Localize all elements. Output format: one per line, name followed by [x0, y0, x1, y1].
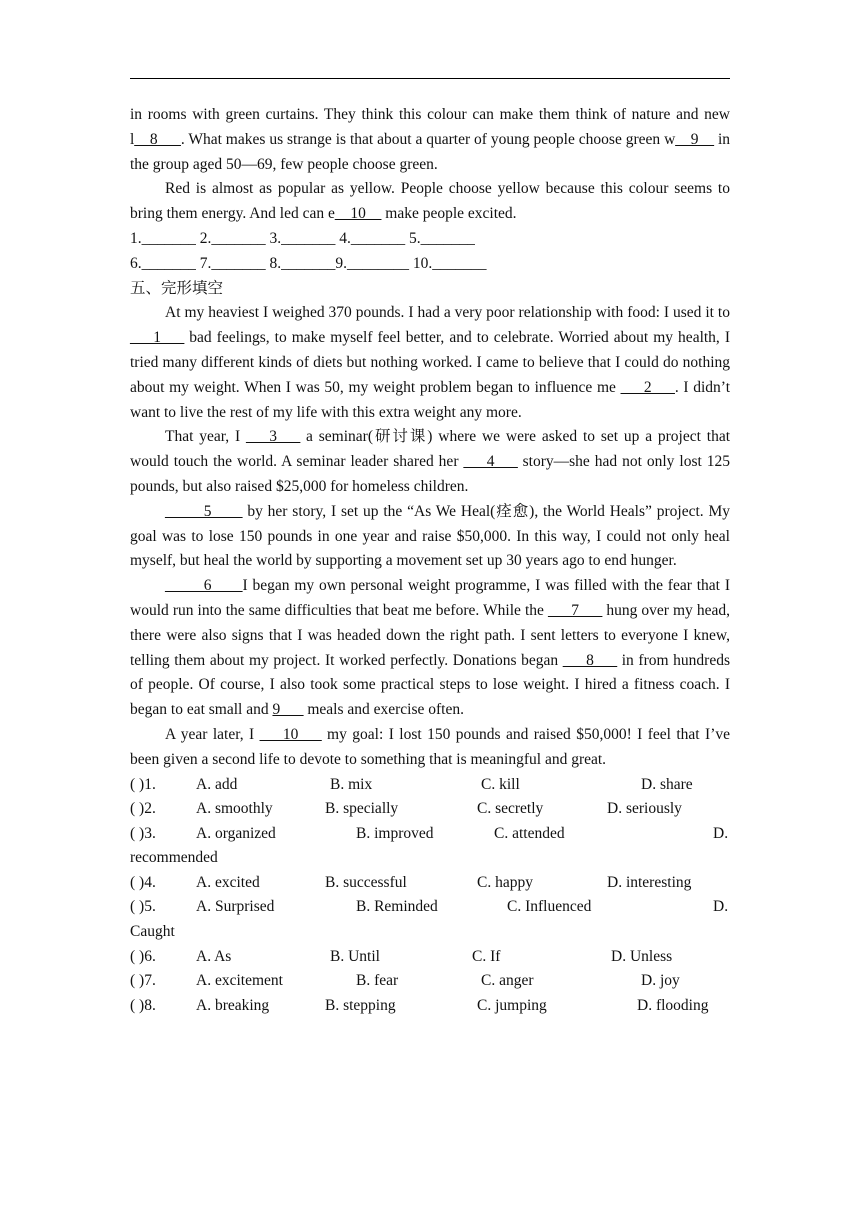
option-d: D. joy [641, 972, 680, 990]
option-d-wrap: recommended [130, 849, 218, 867]
answer-blanks-row: 6._______ 7._______ 8._______9.________ 10._______ [130, 254, 487, 272]
option-b: B. successful [325, 873, 407, 891]
option-c: C. happy [477, 873, 533, 891]
question-row [130, 773, 730, 798]
blank-8: __8___ [134, 130, 181, 148]
option-d: D. flooding [637, 996, 709, 1014]
option-b: B. specially [325, 800, 399, 818]
header-rule [130, 78, 730, 79]
question-row [130, 969, 730, 994]
blank-5: _____5____ [165, 502, 243, 520]
option-a: A. breaking [196, 996, 270, 1014]
option-b: B. Reminded [356, 898, 438, 916]
option-c: C. Influenced [507, 898, 592, 916]
option-d: D. Unless [611, 947, 673, 965]
option-a: A. Surprised [196, 898, 275, 916]
blank-3: ___3___ [245, 428, 301, 446]
question-row [130, 871, 730, 896]
option-a: A. excitement [196, 972, 283, 990]
option-c: C. kill [481, 775, 520, 793]
blank-6: _____6____ [165, 577, 243, 595]
option-c: C. attended [494, 824, 565, 842]
option-d: D. [713, 824, 729, 842]
option-b: B. improved [356, 824, 434, 842]
option-b: B. mix [330, 775, 373, 793]
option-b: B. Until [330, 947, 380, 965]
option-a: A. organized [196, 824, 276, 842]
option-a: A. smoothly [196, 800, 273, 818]
option-d-wrap: Caught [130, 923, 175, 941]
option-d: D. [713, 898, 729, 916]
option-c: C. jumping [477, 996, 547, 1014]
option-d: D. share [641, 775, 693, 793]
question-number: ( )2. [130, 800, 156, 818]
cloze-paragraph: A year later, I ___10___ my goal: I lost 150 pounds and raised $50,000! I feel that I’ve been given a second life to devote to something that is meaningful and great. [130, 725, 730, 768]
option-c: C. If [472, 947, 501, 965]
question-number: ( )6. [130, 947, 156, 965]
question-number: ( )5. [130, 898, 156, 916]
question-number: ( )7. [130, 972, 156, 990]
question-row [130, 797, 730, 822]
page-content [130, 103, 730, 1018]
question-row [130, 822, 730, 847]
passage-paragraph: Red is almost as popular as yellow. People choose yellow because this colour seems to bring them energy. And led can e__10__ make people excited. [130, 180, 730, 223]
cloze-paragraph: That year, I ___3___ a seminar(研讨课) where we were asked to set up a project that would touch the world. A seminar leader shared her ___4___ story—she had not only lost 125 pounds, but also raised $25,000 for homeless children. [130, 428, 731, 495]
blank-4: ___4___ [463, 453, 518, 471]
blank-9: 9___ [272, 701, 304, 719]
question-row [130, 945, 730, 970]
question-row [130, 994, 730, 1019]
question-row [130, 895, 730, 920]
blank-8: ___8___ [562, 651, 618, 669]
option-b: B. stepping [325, 996, 396, 1014]
option-a: A. excited [196, 873, 260, 891]
option-a: A. add [196, 775, 238, 793]
blank-7: ___7___ [548, 601, 603, 619]
option-d: D. interesting [607, 873, 692, 891]
question-number: ( )3. [130, 824, 156, 842]
question-number: ( )1. [130, 775, 156, 793]
option-d: D. seriously [607, 800, 682, 818]
cloze-paragraph: _____6____I began my own personal weight programme, I was filled with the fear that I would run into the same difficulties that beat me before. While the ___7___ hung over my head, there were also signs that I was headed down the right path. I sent letters to everyone I knew, telling them about my project. It worked perfectly. Donations began ___8___ in from hundreds of people. Of course, I also took some practical steps to lose weight. I hired a fitness coach. I began to eat small and 9___ meals and exercise often. [130, 577, 731, 719]
question-number: ( )4. [130, 873, 156, 891]
cloze-paragraph: _____5____ by her story, I set up the “As We Heal(痊愈), the World Heals” project. My goal was to lose 150 pounds in one year and raise $50,000. In this way, I could not only heal myself, but heal the world by supporting a movement set up 30 years ago to end hunger. [130, 502, 730, 570]
question-number: ( )8. [130, 996, 156, 1014]
option-c: C. anger [481, 972, 534, 990]
blank-2: ___2___ [620, 378, 675, 396]
passage-paragraph: in rooms with green curtains. They think this colour can make them think of nature and new l__8___. What makes us strange is that about a quarter of young people choose green w__9__ in the group aged 50—69, few people choose green. [130, 106, 731, 173]
answer-blanks-row: 1._______ 2._______ 3._______ 4._______ 5._______ [130, 229, 475, 247]
section-heading: 五、完形填空 [130, 279, 224, 297]
blank-1: ___1___ [130, 329, 185, 347]
option-b: B. fear [356, 972, 399, 990]
blank-9: __9__ [675, 130, 715, 148]
cloze-paragraph: At my heaviest I weighed 370 pounds. I had a very poor relationship with food: I used it to ___1___ bad feelings, to make myself feel better, and to celebrate. Worried about my health, I tried many different kinds of diets but nothing worked. I came to believe that I could do nothing about my weight. When I was 50, my weight problem began to influence me ___2___. I didn’t want to live the rest of my life with this extra weight any more. [130, 304, 730, 421]
blank-10: __10__ [334, 205, 382, 223]
option-c: C. secretly [477, 800, 544, 818]
option-a: A. As [196, 947, 232, 965]
blank-10: ___10___ [259, 725, 322, 743]
